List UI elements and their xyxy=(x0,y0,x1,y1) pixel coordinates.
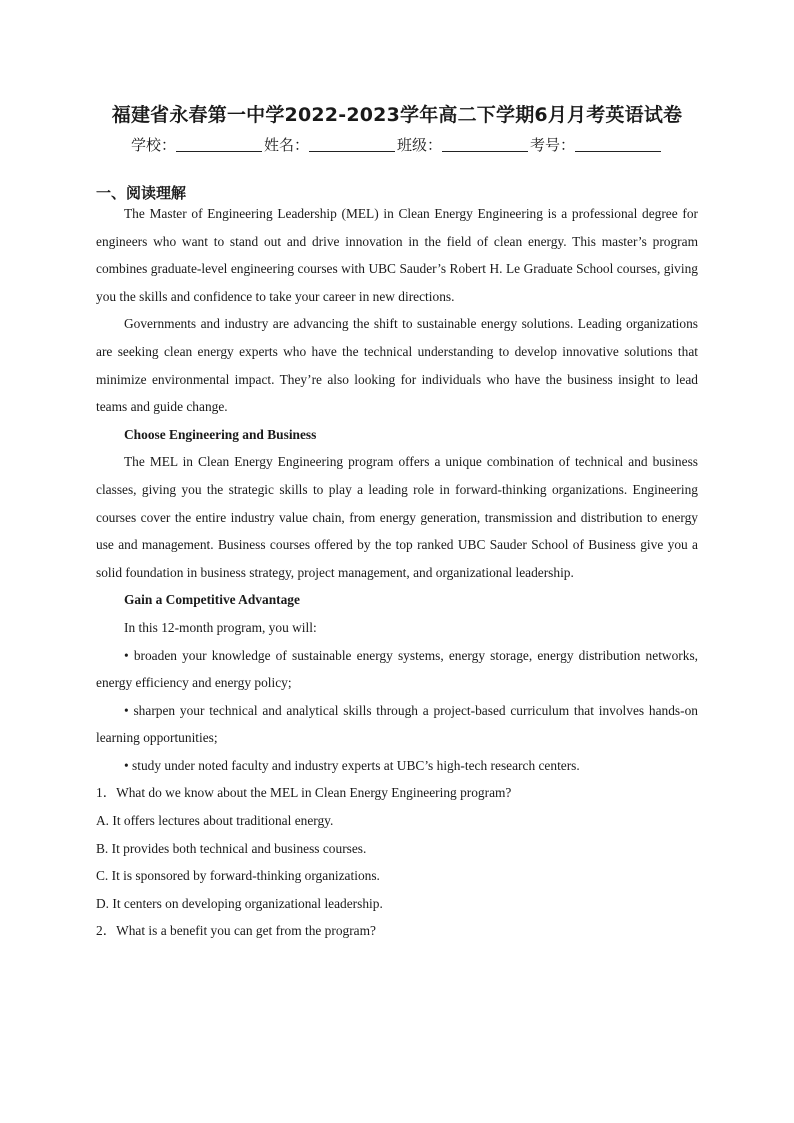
question-1-option-c: C. It is sponsored by forward-thinking organizations. xyxy=(96,868,380,884)
bullet-item: • broaden your knowledge of sustainable energy systems, energy storage, energy distribution networks, energy efficiency and energy policy; xyxy=(96,647,698,691)
bullet-item: • study under noted faculty and industry experts at UBC’s high-tech research centers. xyxy=(124,757,580,773)
class-blank xyxy=(442,151,528,152)
exam-number-blank xyxy=(575,151,661,152)
student-info-line xyxy=(0,134,794,155)
school-blank xyxy=(176,151,262,152)
passage-subheading-2: Gain a Competitive Advantage xyxy=(124,592,300,608)
passage-paragraph-4: In this 12-month program, you will: xyxy=(124,619,317,635)
question-2-stem: 2．What is a benefit you can get from the program? xyxy=(96,923,376,939)
passage-paragraph-3: The MEL in Clean Energy Engineering program offers a unique combination of technical and business classes, giving you the strategic skills to play a leading role in forward-thinking organizations. Engineering courses cover the entire industry value chain, from energy generation, transmission and distribution to energy use and management. Business courses offered by the top ranked UBC Sauder School of Business give you a solid foundation in business strategy, project management, and organizational leadership. xyxy=(96,454,698,580)
question-1-stem: 1．What do we know about the MEL in Clean Energy Engineering program? xyxy=(96,785,512,801)
exam-number-label: 考号： xyxy=(530,136,576,154)
name-blank xyxy=(309,151,395,152)
name-label: 姓名： xyxy=(263,136,309,154)
school-label: 学校： xyxy=(130,136,176,154)
class-label: 班级： xyxy=(397,136,443,154)
question-1-option-b: B. It provides both technical and business courses. xyxy=(96,840,367,856)
bullet-item: • sharpen your technical and analytical skills through a project-based curriculum that involves hands-on learning opportunities; xyxy=(96,702,698,746)
question-1-option-d: D. It centers on developing organizational leadership. xyxy=(96,895,383,911)
question-1-option-a: A. It offers lectures about traditional energy. xyxy=(96,813,334,829)
passage-subheading-1: Choose Engineering and Business xyxy=(124,426,317,442)
passage-paragraph-2: Governments and industry are advancing the shift to sustainable energy solutions. Leading organizations are seeking clean energy experts who have the technical understanding to develop innovative solutions that minimize environmental impact. They’re also looking for individuals who have the business insight to lead teams and guide change. xyxy=(96,316,698,415)
page-title: 福建省永春第一中学2022-2023学年高二下学期6月月考英语试卷 xyxy=(111,104,683,126)
reading-passage xyxy=(96,200,698,945)
passage-paragraph-1: The Master of Engineering Leadership (MEL) in Clean Energy Engineering is a professional degree for engineers who want to stand out and drive innovation in the field of clean energy. This master’s program combines graduate-level engineering courses with UBC Sauder’s Robert H. Le Graduate School courses, giving you the skills and confidence to take your career in new directions. xyxy=(96,206,698,304)
section-heading: 一、阅读理解 xyxy=(96,184,187,202)
